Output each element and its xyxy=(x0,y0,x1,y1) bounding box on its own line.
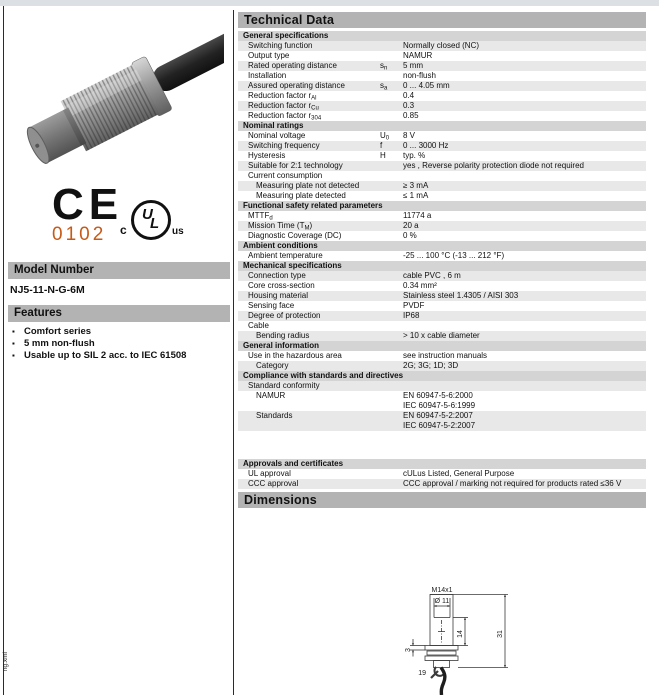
spec-label: Mission Time $(T_M)$ xyxy=(248,221,313,232)
spec-symbol xyxy=(380,41,403,51)
ce-mark-text: CE xyxy=(52,180,124,229)
spec-label: Standards xyxy=(256,411,293,420)
spec-label: Suitable for 2:1 technology xyxy=(248,161,343,170)
spec-symbol xyxy=(380,231,403,241)
spec-value: cable PVC , 6 m xyxy=(403,271,461,280)
wrench-size-label: 19 xyxy=(418,670,426,677)
spec-value: 0.34 mm² xyxy=(403,281,437,290)
spec-row xyxy=(238,51,646,61)
section-header: Functional safety related parameters xyxy=(238,201,646,211)
spec-row xyxy=(238,141,646,151)
spec-symbol xyxy=(380,301,403,311)
spec-value xyxy=(403,171,646,181)
spec-label: Reduction factor $r_{Al}$ xyxy=(248,91,317,102)
spec-symbol xyxy=(380,391,403,411)
section-header: Approvals and certificates xyxy=(238,459,646,469)
thread-size-label: M14x1 xyxy=(431,587,453,594)
spec-symbol: $U_0$ xyxy=(380,131,390,142)
spec-symbol xyxy=(380,171,403,181)
spec-symbol xyxy=(380,469,403,479)
section-gap xyxy=(238,431,646,459)
spec-row xyxy=(238,411,646,431)
ul-mark-us: us xyxy=(172,226,184,237)
feature-item: ▪ Usable up to SIL 2 acc. to IEC 61508 xyxy=(12,350,186,362)
spec-value: > 10 x cable diameter xyxy=(403,331,480,340)
spec-label: Core cross-section xyxy=(248,281,315,290)
spec-row xyxy=(238,161,646,171)
spec-value: 0 % xyxy=(403,231,417,240)
dim-14-label: 14 xyxy=(457,630,464,638)
diameter-label: Ø 11 xyxy=(434,598,450,605)
feature-item: ▪ Comfort series xyxy=(12,326,186,338)
spec-value: IP68 xyxy=(403,311,420,320)
spec-symbol xyxy=(380,271,403,281)
spec-row xyxy=(238,61,646,71)
feature-item: ▪ 5 mm non-flush xyxy=(12,338,186,350)
sensor-cable xyxy=(149,13,224,95)
spec-symbol xyxy=(380,291,403,301)
spec-value: NAMUR xyxy=(403,51,433,60)
spec-row xyxy=(238,231,646,241)
spec-symbol xyxy=(380,181,403,191)
spec-symbol xyxy=(380,381,403,391)
spec-label: $MTTF_d$ xyxy=(248,211,273,222)
spec-value: cULus Listed, General Purpose xyxy=(403,469,515,478)
spec-label: Current consumption xyxy=(248,171,323,180)
spec-row xyxy=(238,391,646,411)
page-left-border xyxy=(3,6,4,695)
spec-symbol xyxy=(380,479,403,489)
ul-letter-u: U xyxy=(142,206,153,223)
spec-row xyxy=(238,351,646,361)
spec-label: CCC approval xyxy=(248,479,299,488)
spec-label: Switching function xyxy=(248,41,313,50)
spec-symbol xyxy=(380,321,403,331)
product-photo xyxy=(10,8,224,184)
spec-label: Sensing face xyxy=(248,301,295,310)
spec-label: Nominal voltage xyxy=(248,131,306,140)
spec-label: Switching frequency xyxy=(248,141,320,150)
spec-value: -25 ... 100 °C (-13 ... 212 °F) xyxy=(403,251,505,260)
spec-label: Diagnostic Coverage (DC) xyxy=(248,231,342,240)
spec-row xyxy=(238,281,646,291)
spec-row xyxy=(238,101,646,111)
spec-label: Ambient temperature xyxy=(248,251,323,260)
spec-value: CCC approval / marking not required for products rated ≤36 V xyxy=(403,479,622,488)
spec-value xyxy=(403,321,646,331)
spec-symbol xyxy=(380,281,403,291)
spec-value: EN 60947-5-6:2000 IEC 60947-5-6:1999 xyxy=(403,391,476,410)
spec-label: Measuring plate not detected xyxy=(256,181,360,190)
spec-value: 0.4 xyxy=(403,91,415,100)
spec-value: Stainless steel 1.4305 / AISI 303 xyxy=(403,291,519,300)
ce-notified-body-number: 0102 xyxy=(52,224,107,245)
spec-symbol: $s_n$ xyxy=(380,61,388,72)
spec-symbol: f xyxy=(380,141,383,150)
spec-label: Reduction factor $r_{Cu}$ xyxy=(248,101,319,112)
spec-row xyxy=(238,469,646,479)
spec-label: Standard conformity xyxy=(248,381,320,390)
spec-symbol xyxy=(380,191,403,201)
spec-symbol xyxy=(380,351,403,361)
spec-symbol xyxy=(380,51,403,61)
spec-label: Housing material xyxy=(248,291,309,300)
section-header: Mechanical specifications xyxy=(238,261,646,271)
column-divider xyxy=(233,10,234,695)
spec-value: ≥ 3 mA xyxy=(403,181,429,190)
ul-mark-c: c xyxy=(120,223,127,237)
features-header: Features xyxy=(8,305,230,322)
dim-31-label: 31 xyxy=(497,630,504,638)
spec-value: yes , Reverse polarity protection diode not required xyxy=(403,161,584,170)
spec-value: Normally closed (NC) xyxy=(403,41,480,50)
spec-value: 0.3 xyxy=(403,101,415,110)
spec-value: 0.85 xyxy=(403,111,419,120)
spec-symbol xyxy=(380,221,403,231)
spec-row xyxy=(238,311,646,321)
spec-label: Reduction factor $r_{304}$ xyxy=(248,111,322,122)
spec-symbol: $s_a$ xyxy=(380,81,388,92)
section-header: General specifications xyxy=(238,31,646,41)
spec-value: PVDF xyxy=(403,301,425,310)
spec-symbol xyxy=(380,361,403,371)
spec-symbol xyxy=(380,111,403,121)
spec-row xyxy=(238,181,646,191)
spec-row xyxy=(238,191,646,201)
page-top-strip xyxy=(0,0,659,6)
spec-label: Measuring plate detected xyxy=(256,191,346,200)
spec-row xyxy=(238,381,646,391)
spec-value: 0 ... 4.05 mm xyxy=(403,81,450,90)
spec-symbol xyxy=(380,411,403,431)
spec-value: 2G; 3G; 1D; 3D xyxy=(403,361,459,370)
spec-row xyxy=(238,211,646,221)
spec-row xyxy=(238,91,646,101)
spec-label: Assured operating distance xyxy=(248,81,345,90)
spec-row xyxy=(238,301,646,311)
spec-symbol: H xyxy=(380,151,386,160)
spec-row xyxy=(238,479,646,489)
ul-letter-l: L xyxy=(150,215,160,232)
model-number-value: NJ5-11-N-G-6M xyxy=(10,284,85,296)
spec-label: Connection type xyxy=(248,271,306,280)
spec-row xyxy=(238,171,646,181)
spec-value: EN 60947-5-2:2007 IEC 60947-5-2:2007 xyxy=(403,411,476,430)
spec-row xyxy=(238,131,646,141)
spec-label: Use in the hazardous area xyxy=(248,351,342,360)
section-header: Compliance with standards and directives xyxy=(238,371,646,381)
spec-label: Degree of protection xyxy=(248,311,321,320)
model-number-header: Model Number xyxy=(8,262,230,279)
spec-label: Category xyxy=(256,361,289,370)
spec-symbol xyxy=(380,101,403,111)
spec-label: Rated operating distance xyxy=(248,61,337,70)
spec-value: ≤ 1 mA xyxy=(403,191,429,200)
spec-symbol xyxy=(380,161,403,171)
spec-row xyxy=(238,321,646,331)
spec-row xyxy=(238,251,646,261)
rotated-filename-label: ng.xml xyxy=(2,652,9,672)
ce-mark xyxy=(52,182,123,246)
section-header: Ambient conditions xyxy=(238,241,646,251)
features-list xyxy=(12,326,186,362)
spec-row xyxy=(238,81,646,91)
spec-value: 20 a xyxy=(403,221,419,230)
ul-circle-icon xyxy=(131,200,171,240)
spec-value: 8 V xyxy=(403,131,416,140)
spec-value: typ. % xyxy=(403,151,426,160)
drawing-cable xyxy=(441,668,445,695)
spec-symbol xyxy=(380,71,403,81)
spec-label: UL approval xyxy=(248,469,291,478)
spec-row xyxy=(238,221,646,231)
spec-row xyxy=(238,41,646,51)
spec-label: Bending radius xyxy=(256,331,310,340)
spec-row xyxy=(238,291,646,301)
dimensions-title: Dimensions xyxy=(238,492,646,508)
spec-symbol xyxy=(380,251,403,261)
spec-value xyxy=(403,381,646,391)
spec-label: NAMUR xyxy=(256,391,286,400)
ul-mark xyxy=(120,198,190,246)
spec-row xyxy=(238,271,646,281)
spec-value: see instruction manuals xyxy=(403,351,488,360)
section-header: General information xyxy=(238,341,646,351)
spec-row xyxy=(238,71,646,81)
dimension-drawing xyxy=(400,556,532,695)
section-header: Nominal ratings xyxy=(238,121,646,131)
spec-label: Hysteresis xyxy=(248,151,286,160)
spec-label: Cable xyxy=(248,321,269,330)
spec-table xyxy=(238,31,646,489)
spec-label: Output type xyxy=(248,51,290,60)
spec-row xyxy=(238,111,646,121)
spec-value: 5 mm xyxy=(403,61,423,70)
spec-symbol xyxy=(380,211,403,221)
spec-symbol xyxy=(380,311,403,321)
spec-value: non-flush xyxy=(403,71,436,80)
spec-row xyxy=(238,331,646,341)
spec-symbol xyxy=(380,91,403,101)
spec-value: 0 ... 3000 Hz xyxy=(403,141,449,150)
sensor-image xyxy=(18,8,224,174)
technical-data-title: Technical Data xyxy=(238,12,646,28)
spec-label: Installation xyxy=(248,71,287,80)
spec-value: 11774 a xyxy=(403,211,432,220)
dim-3-label: 3 xyxy=(405,648,412,652)
spec-symbol xyxy=(380,331,403,341)
technical-data-column xyxy=(238,12,646,508)
spec-row xyxy=(238,151,646,161)
spec-row xyxy=(238,361,646,371)
